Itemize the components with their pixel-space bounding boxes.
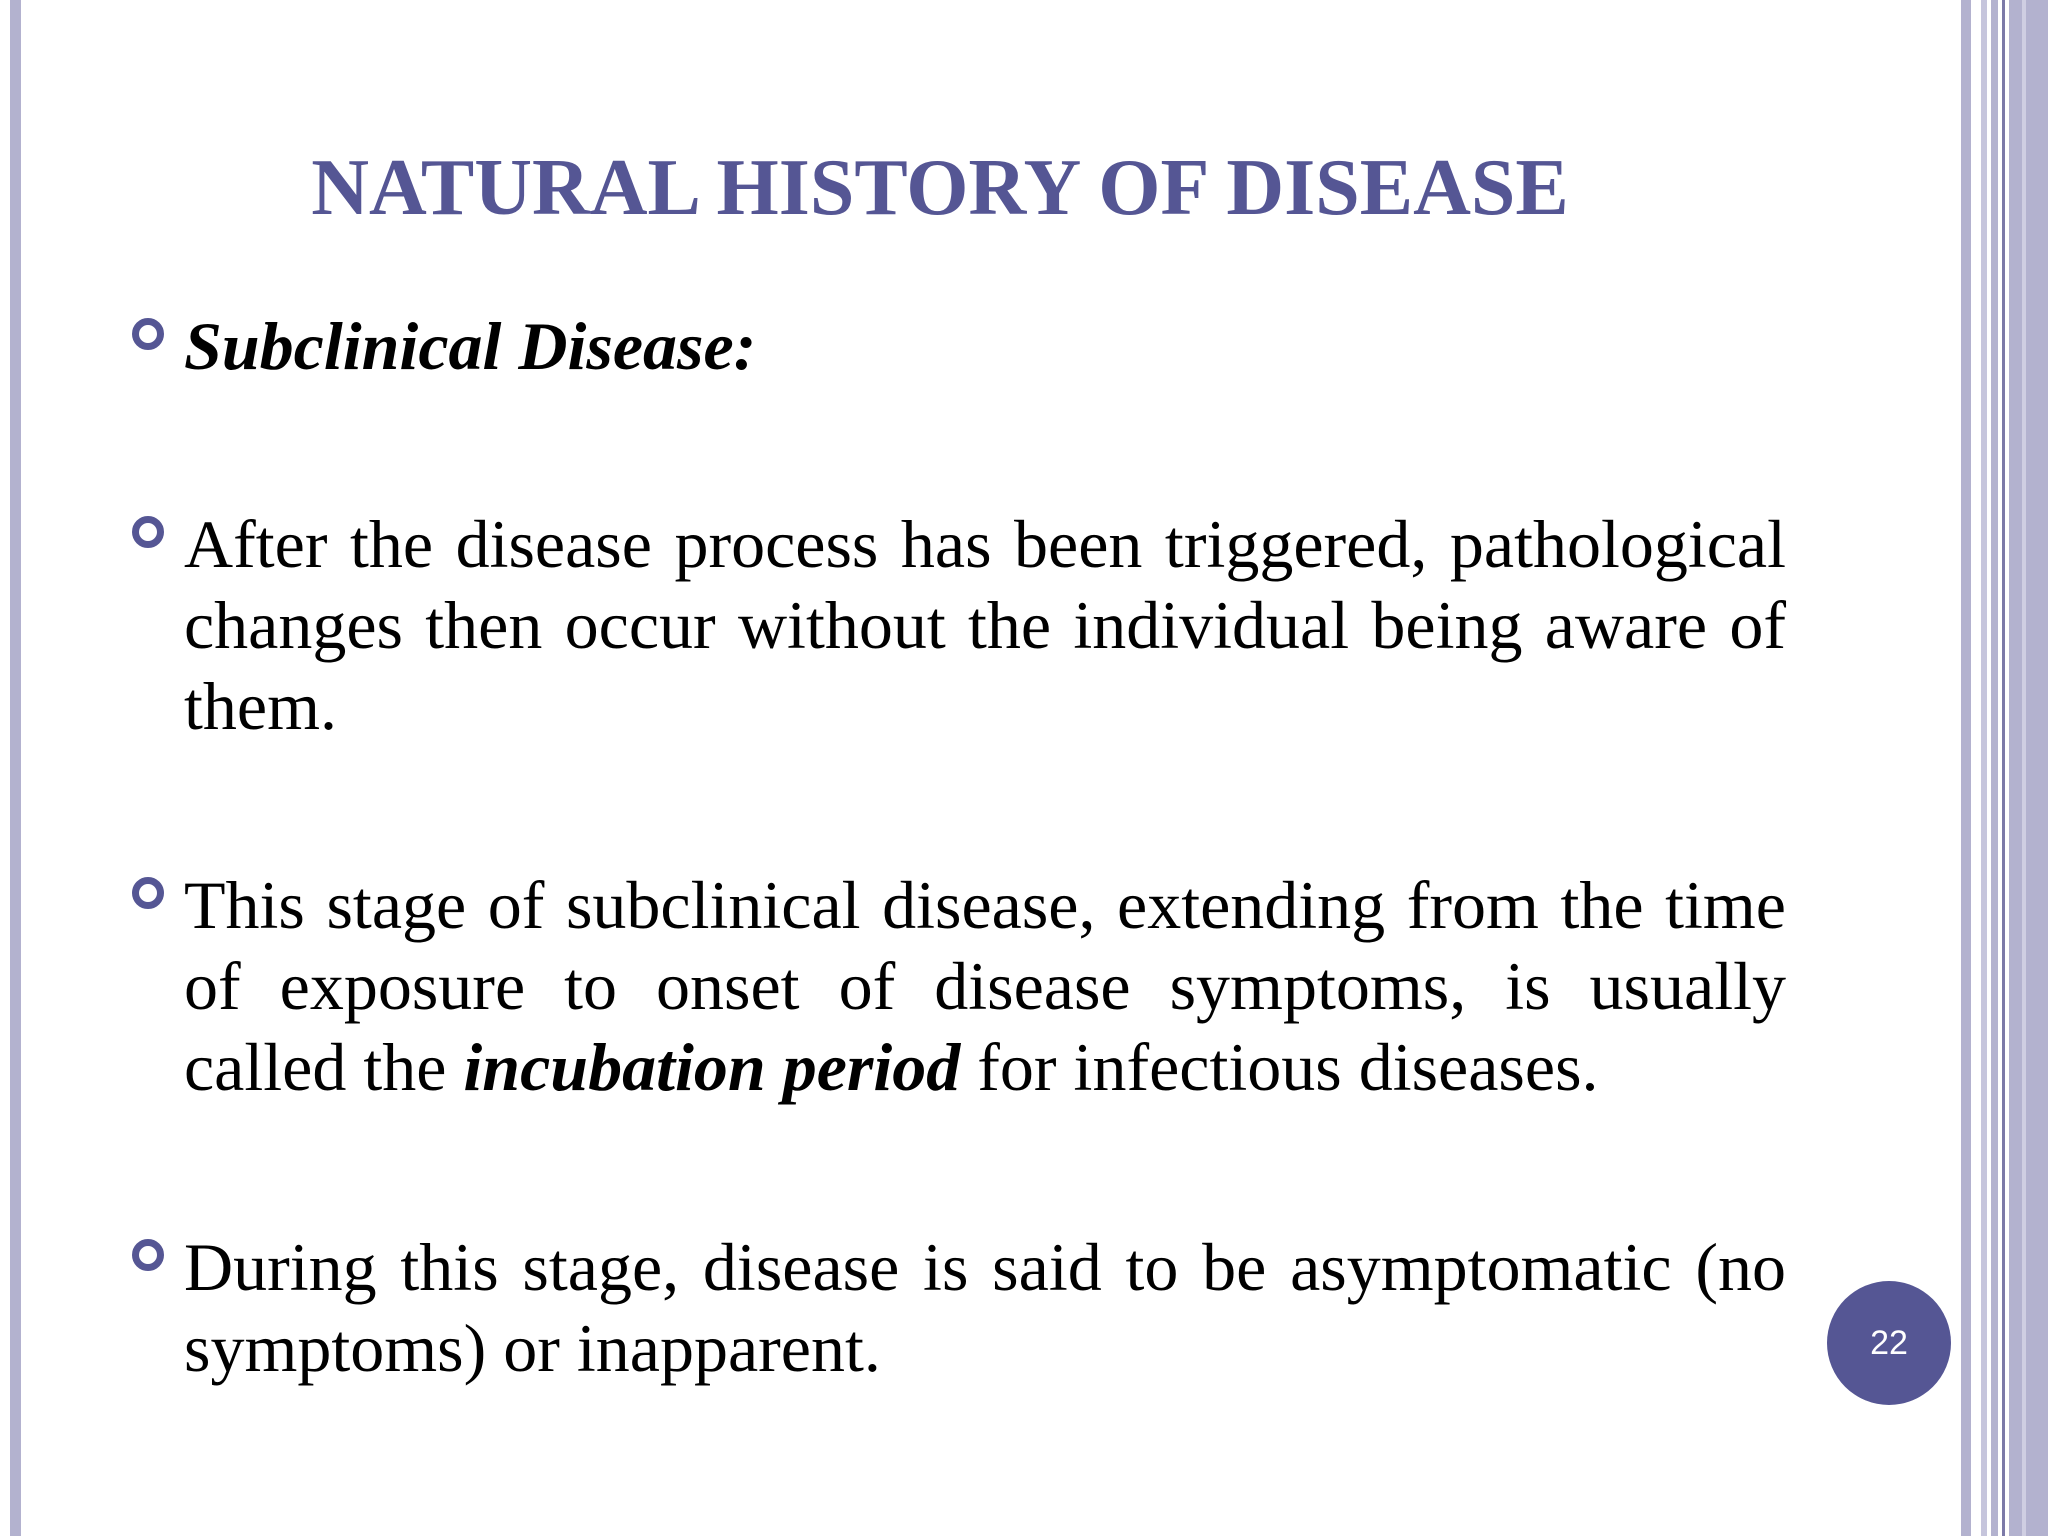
page-number-badge: 22 <box>1827 1281 1951 1405</box>
bullet-text-asymptomatic: During this stage, disease is said to be asymptomatic (no symptoms) or inapparent. <box>184 1229 1786 1386</box>
right-border-stripe <box>1981 0 1987 1536</box>
bullet-text-part: for infectious diseases. <box>960 1029 1599 1105</box>
bullet-text-pathological-changes: After the disease process has been triggered, pathological changes then occur without the individual being aware of them. <box>184 506 1786 744</box>
bullet-circle-icon <box>132 1239 164 1271</box>
bullet-text-part: This stage of subclinical disease, extending from the time of exposure to onset of disease symptoms, is usually called the <box>184 867 1786 1105</box>
slide-title: NATURAL HISTORY OF DISEASE <box>311 144 1569 232</box>
right-border-stripe <box>2009 0 2048 1536</box>
bullet-subclinical-heading: Subclinical Disease: <box>184 308 757 384</box>
bullet-circle-icon <box>132 877 164 909</box>
bullet-circle-icon <box>132 516 164 548</box>
incubation-period-emphasis: incubation period <box>463 1029 961 1105</box>
right-border-stripe <box>1991 0 1998 1536</box>
right-border-stripe <box>1961 0 1971 1536</box>
right-border-stripe <box>2002 0 2005 1536</box>
bullet-text-incubation-period <box>184 865 1786 1108</box>
right-border-stripe <box>2022 0 2026 1536</box>
left-border-stripe <box>10 0 21 1536</box>
bullet-circle-icon <box>132 318 164 350</box>
